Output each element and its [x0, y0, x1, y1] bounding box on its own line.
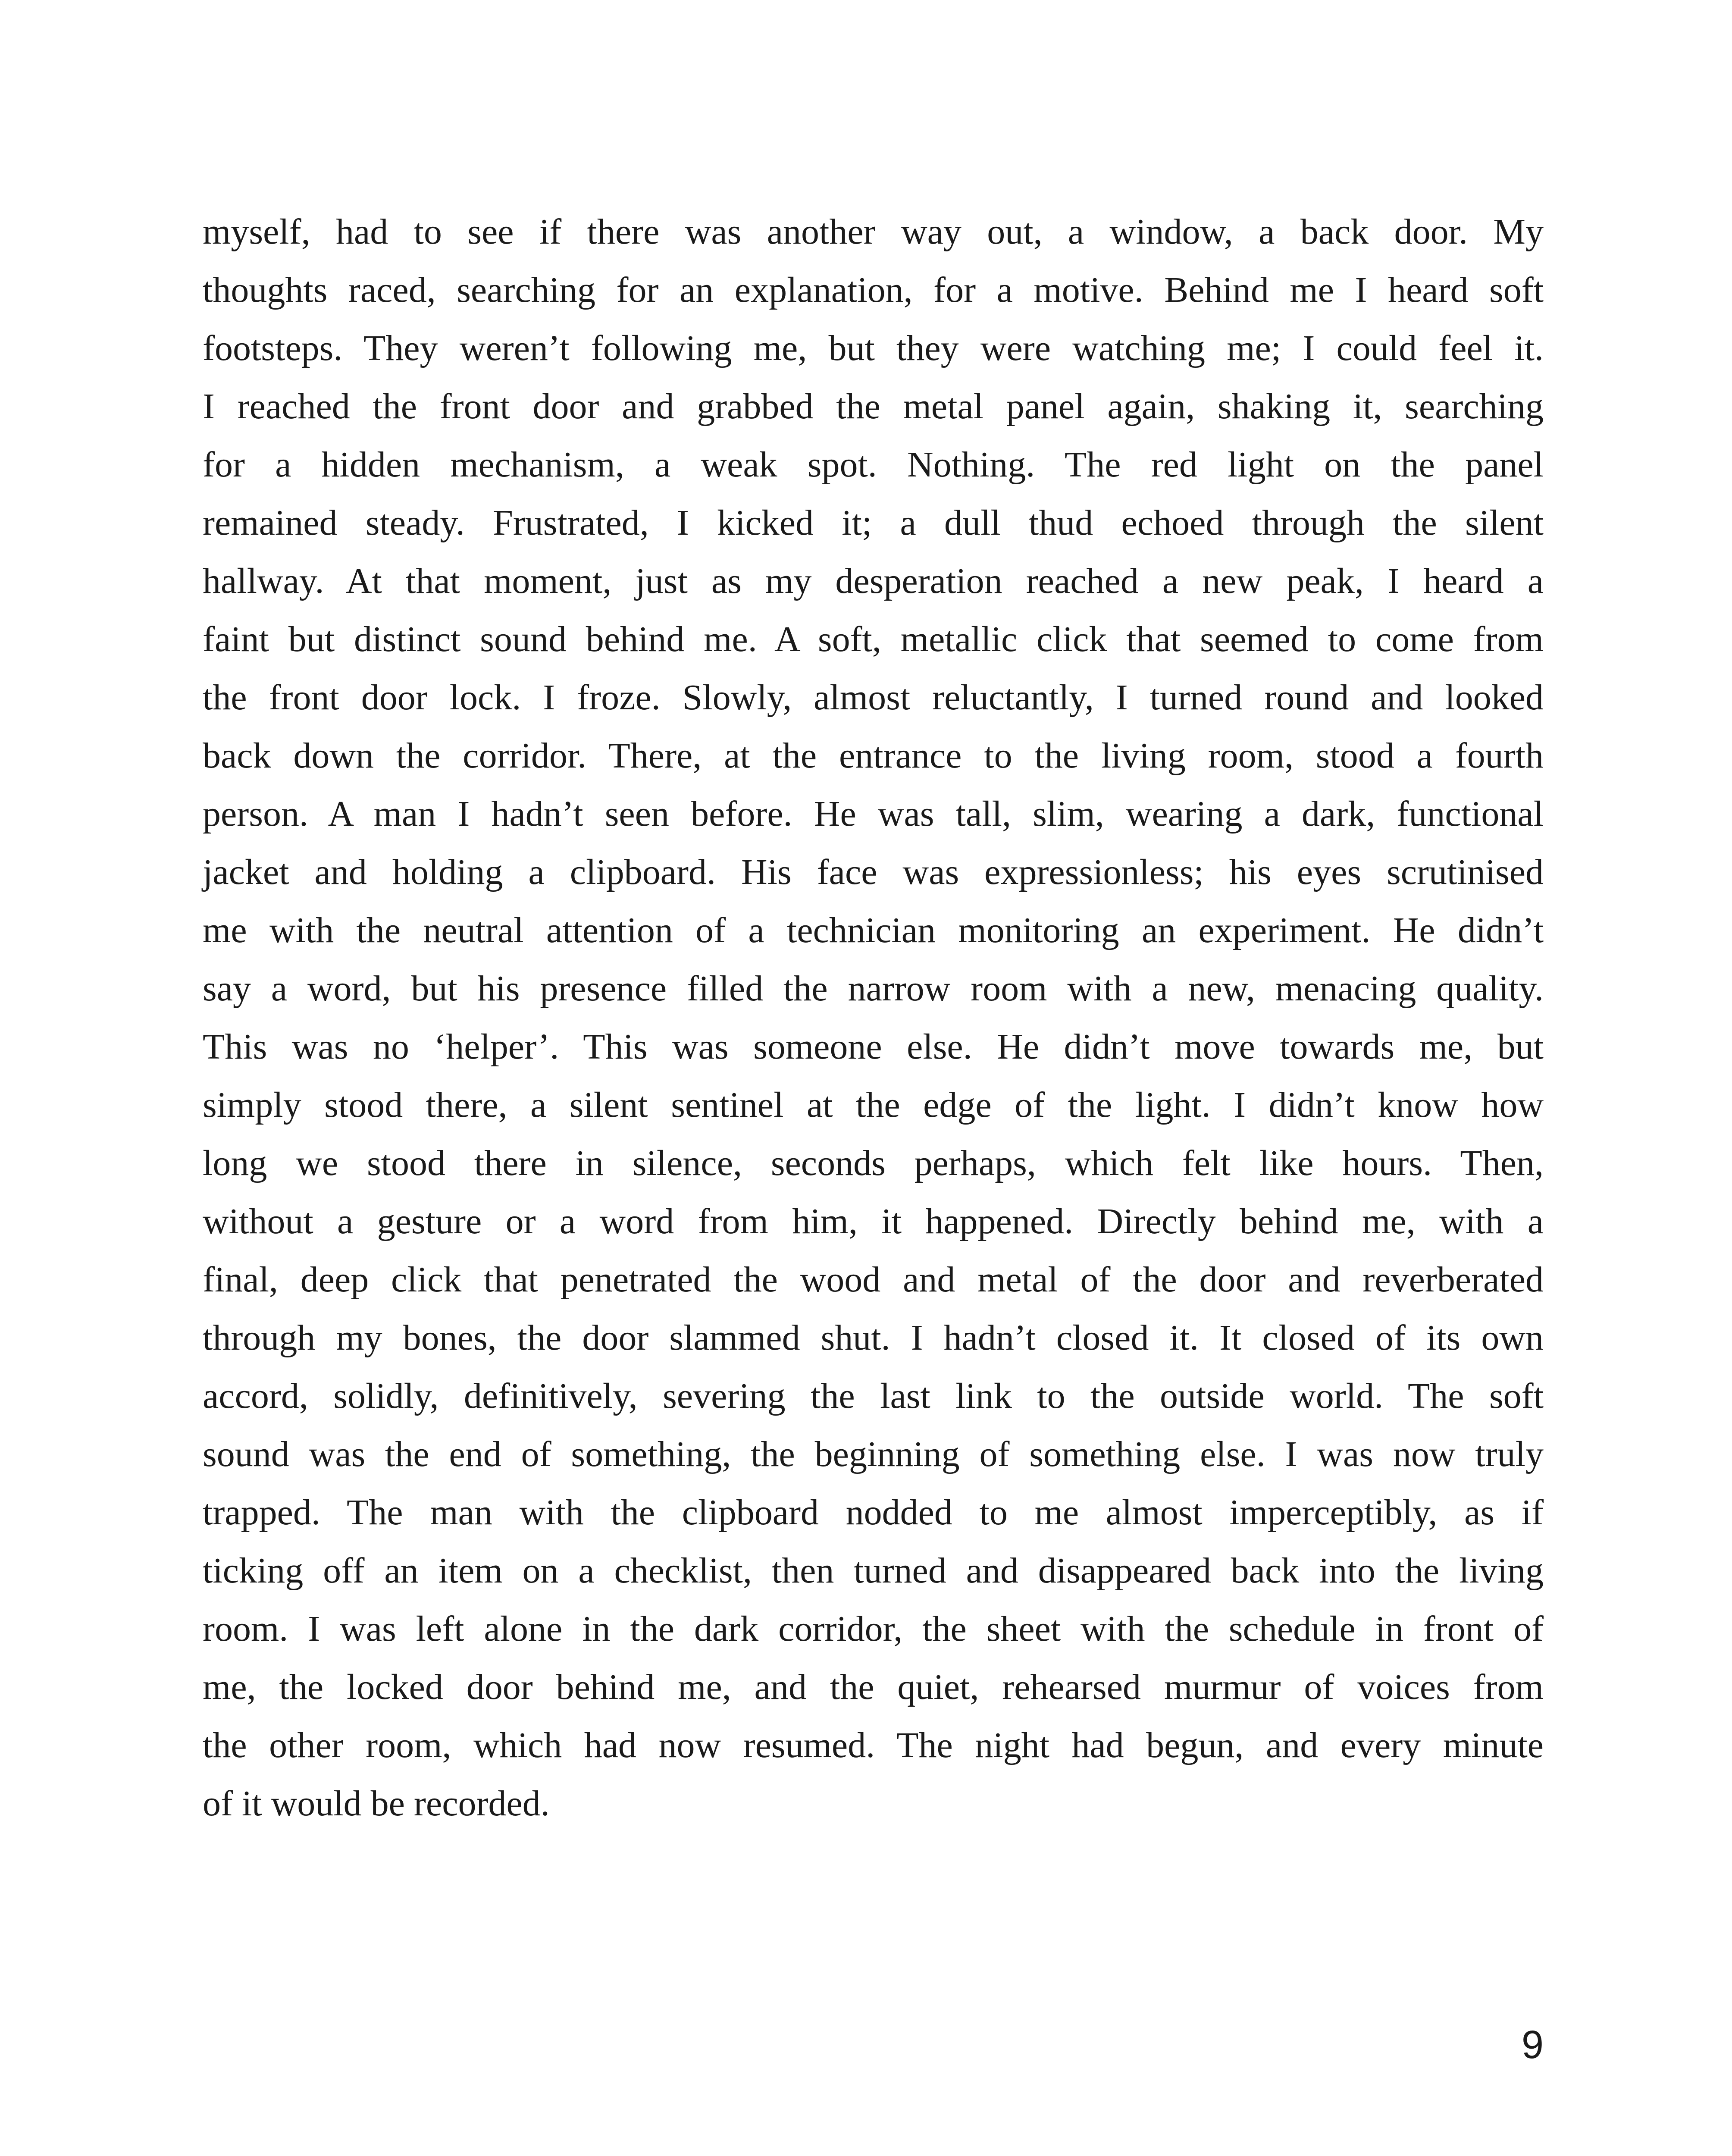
- text-line: faint but distinct sound behind me. A soft, metallic click that seemed to come from: [203, 619, 1544, 659]
- text-line: I reached the front door and grabbed the metal panel again, shaking it, searching: [203, 386, 1544, 426]
- page-number: 9: [1521, 2023, 1544, 2067]
- text-line: remained steady. Frustrated, I kicked it; a dull thud echoed through the silent: [203, 503, 1544, 543]
- body-paragraph: [203, 203, 1544, 1833]
- text-line: say a word, but his presence filled the narrow room with a new, menacing quality.: [203, 968, 1544, 1009]
- text-line: the other room, which had now resumed. The night had begun, and every minute: [203, 1725, 1544, 1765]
- text-line: ticking off an item on a checklist, then turned and disappeared back into the living: [203, 1551, 1544, 1591]
- text-line: for a hidden mechanism, a weak spot. Nothing. The red light on the panel: [203, 445, 1544, 485]
- text-line: without a gesture or a word from him, it happened. Directly behind me, with a: [203, 1201, 1544, 1241]
- text-line: jacket and holding a clipboard. His face was expressionless; his eyes scrutinised: [203, 852, 1544, 892]
- text-line: sound was the end of something, the beginning of something else. I was now truly: [203, 1434, 1544, 1474]
- text-line: person. A man I hadn’t seen before. He was tall, slim, wearing a dark, functional: [203, 794, 1544, 834]
- text-line: of it would be recorded.: [203, 1783, 550, 1824]
- text-line: This was no ‘helper’. This was someone else. He didn’t move towards me, but: [203, 1027, 1544, 1067]
- text-line: thoughts raced, searching for an explanation, for a motive. Behind me I heard soft: [203, 270, 1544, 310]
- text-line: me, the locked door behind me, and the quiet, rehearsed murmur of voices from: [203, 1667, 1544, 1707]
- text-line: through my bones, the door slammed shut. I hadn’t closed it. It closed of its own: [203, 1318, 1544, 1358]
- text-line: back down the corridor. There, at the entrance to the living room, stood a fourth: [203, 736, 1544, 776]
- text-line: final, deep click that penetrated the wood and metal of the door and reverberated: [203, 1260, 1544, 1300]
- text-line: the front door lock. I froze. Slowly, almost reluctantly, I turned round and looked: [203, 677, 1544, 718]
- text-line: long we stood there in silence, seconds perhaps, which felt like hours. Then,: [203, 1143, 1544, 1183]
- text-line: footsteps. They weren’t following me, but they were watching me; I could feel it.: [203, 328, 1544, 368]
- text-line: simply stood there, a silent sentinel at the edge of the light. I didn’t know how: [203, 1085, 1544, 1125]
- text-line: trapped. The man with the clipboard nodded to me almost imperceptibly, as if: [203, 1492, 1544, 1532]
- text-line: room. I was left alone in the dark corridor, the sheet with the schedule in front of: [203, 1609, 1544, 1649]
- text-line: me with the neutral attention of a technician monitoring an experiment. He didn’t: [203, 910, 1544, 950]
- text-line: myself, had to see if there was another way out, a window, a back door. My: [203, 212, 1544, 252]
- text-line: accord, solidly, definitively, severing the last link to the outside world. The soft: [203, 1376, 1544, 1416]
- text-line: hallway. At that moment, just as my desperation reached a new peak, I heard a: [203, 561, 1544, 601]
